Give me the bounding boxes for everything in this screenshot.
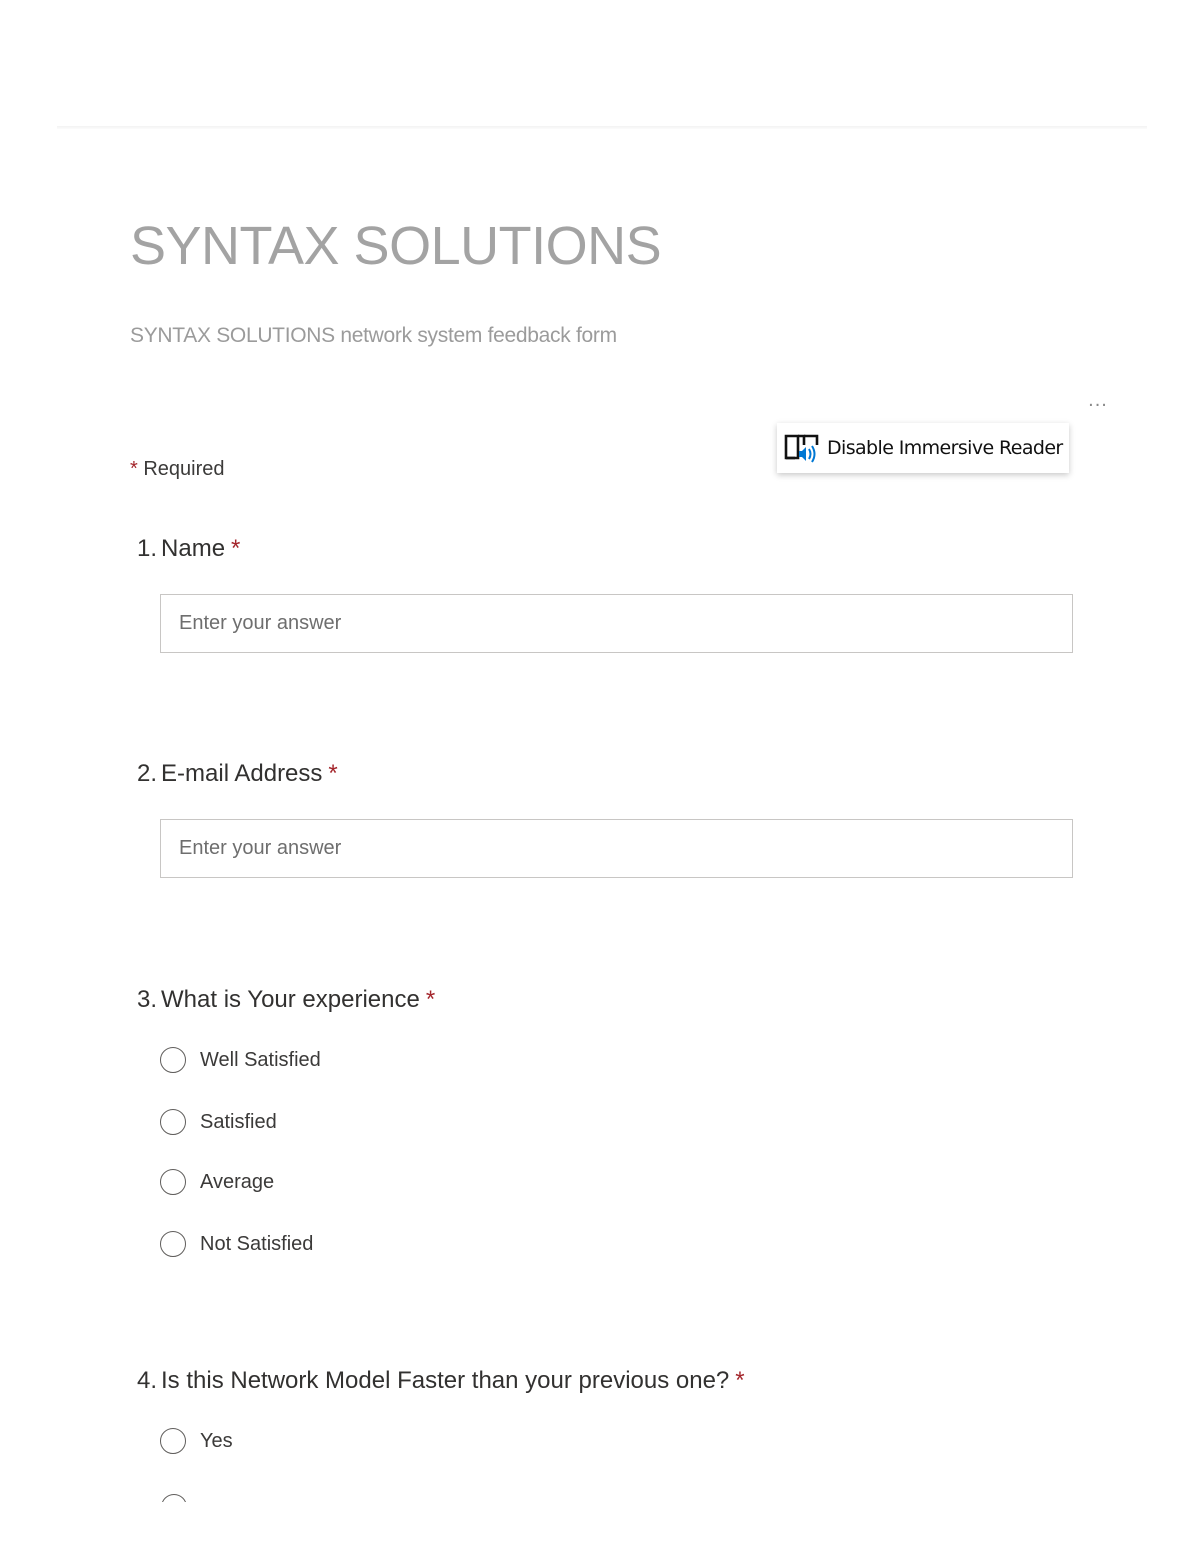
option-label: Not Satisfied	[200, 1232, 314, 1255]
question-number: 2.	[137, 760, 158, 787]
question-number: 3.	[137, 986, 158, 1013]
option-label: Satisfied	[200, 1110, 277, 1133]
required-star: *	[425, 986, 436, 1013]
required-star: *	[328, 760, 338, 787]
radio-circle-icon[interactable]	[160, 1169, 186, 1195]
required-note	[130, 457, 225, 481]
radio-option-satisfied[interactable]	[160, 1107, 277, 1137]
radio-option-not-satisfied[interactable]	[160, 1229, 313, 1259]
immersive-reader-icon	[783, 431, 821, 465]
question-title	[137, 534, 240, 564]
email-input[interactable]	[160, 819, 1073, 878]
question-number: 1.	[137, 535, 158, 562]
immersive-reader-label: Disable Immersive Reader	[827, 437, 1063, 459]
option-label: Well Satisfied	[200, 1048, 321, 1071]
name-input[interactable]	[160, 594, 1073, 653]
form-title: SYNTAX SOLUTIONS	[130, 216, 662, 276]
question-title	[137, 759, 338, 789]
more-options-icon[interactable]: ...	[1088, 389, 1108, 411]
question-label: Name	[161, 535, 226, 562]
required-star: *	[735, 1367, 745, 1394]
radio-option-clipped[interactable]	[160, 1494, 190, 1502]
option-label: Average	[200, 1170, 275, 1193]
radio-circle-icon[interactable]	[160, 1047, 186, 1073]
radio-option-yes[interactable]	[160, 1426, 233, 1456]
option-label: Yes	[200, 1429, 233, 1452]
radio-circle-icon[interactable]	[161, 1494, 187, 1502]
question-title	[137, 1366, 745, 1396]
radio-circle-icon[interactable]	[160, 1428, 186, 1454]
disable-immersive-reader-button[interactable]	[777, 423, 1069, 473]
required-label: Required	[143, 458, 225, 480]
form-subtitle: SYNTAX SOLUTIONS network system feedback form	[130, 324, 617, 347]
required-star: *	[130, 458, 138, 480]
header-divider	[57, 126, 1147, 129]
radio-option-average[interactable]	[160, 1167, 274, 1197]
question-number: 4.	[137, 1367, 158, 1394]
question-label: Is this Network Model Faster than your previous one?	[161, 1367, 730, 1394]
radio-circle-icon[interactable]	[160, 1109, 186, 1135]
radio-option-well-satisfied[interactable]	[160, 1045, 321, 1075]
question-title	[137, 985, 435, 1015]
radio-circle-icon[interactable]	[160, 1231, 186, 1257]
required-star: *	[231, 535, 241, 562]
question-label: E-mail Address	[161, 760, 323, 787]
question-label: What is Your experience	[161, 986, 420, 1013]
